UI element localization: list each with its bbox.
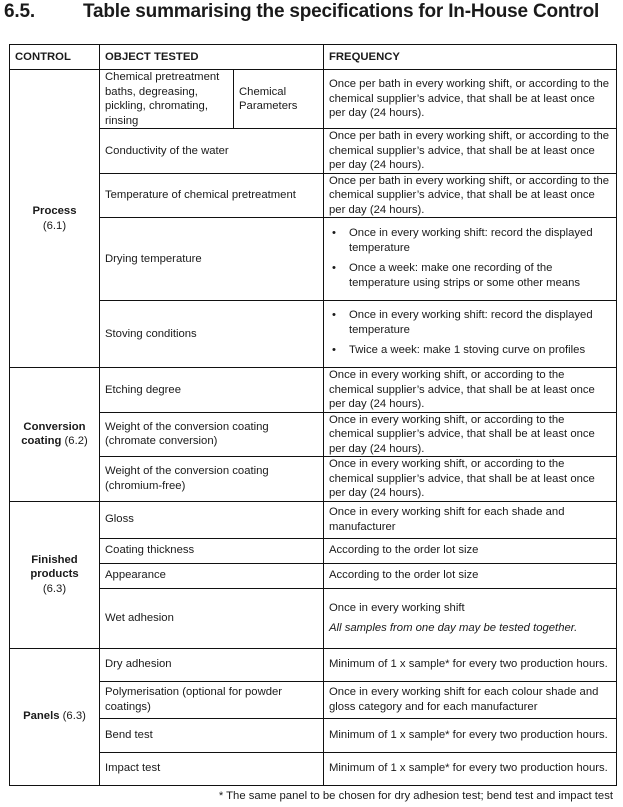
object-sub-cell: Chemical Parameters: [234, 70, 324, 129]
object-cell: Impact test: [100, 752, 324, 785]
control-cell-finished-products: [10, 501, 100, 648]
table-row: [10, 368, 617, 413]
frequency-cell: According to the order lot size: [324, 538, 617, 563]
section-title-text: Table summarising the specifications for In-House Control: [83, 1, 600, 22]
frequency-bullet-list: [329, 308, 611, 358]
object-cell: Gloss: [100, 501, 324, 538]
table-row: [10, 457, 617, 502]
frequency-text: Once in every working shift: [329, 601, 465, 614]
table-row: [10, 648, 617, 681]
control-ref: (6.3): [42, 582, 67, 595]
table-row: [10, 70, 617, 129]
table-row: [10, 218, 617, 301]
frequency-cell: Once in every working shift for each shade and manufacturer: [324, 501, 617, 538]
object-cell: Weight of the conversion coating (chromium-free): [100, 457, 324, 502]
frequency-cell: Once in every working shift for each colour shade and gloss category and for each manufacturer: [324, 681, 617, 718]
specifications-table: [9, 44, 617, 786]
object-cell: Drying temperature: [100, 218, 324, 301]
control-cell-process: [10, 70, 100, 368]
table-row: [10, 173, 617, 218]
table-row: [10, 538, 617, 563]
control-label: Process: [32, 205, 77, 217]
frequency-cell: [324, 218, 617, 301]
frequency-cell: Minimum of 1 x sample* for every two production hours.: [324, 752, 617, 785]
frequency-cell: Once per bath in every working shift, or according to the chemical supplier’s advice, that shall be at least once per day (24 hours).: [324, 173, 617, 218]
frequency-cell: Once in every working shift, or according to the chemical supplier’s advice, that shall be at least once per day (24 hours).: [324, 412, 617, 457]
control-ref: (6.2): [64, 435, 88, 448]
frequency-cell: Minimum of 1 x sample* for every two production hours.: [324, 718, 617, 752]
frequency-cell: Once in every working shift, or according to the chemical supplier’s advice, that shall be at least once per day (24 hours).: [324, 457, 617, 502]
object-cell: Temperature of chemical pretreatment: [100, 173, 324, 218]
section-title: [4, 0, 599, 30]
table-row: [10, 681, 617, 718]
object-cell: Chemical pretreatment baths, degreasing, pickling, chromating, rinsing: [100, 70, 234, 129]
bullet-item: • Twice a week: make 1 stoving curve on profiles: [349, 343, 611, 358]
object-cell: Conductivity of the water: [100, 129, 324, 174]
object-cell: Weight of the conversion coating (chromate conversion): [100, 412, 324, 457]
bullet-item: • Once in every working shift: record the displayed temperature: [349, 226, 611, 255]
footnote: * The same panel to be chosen for dry adhesion test; bend test and impact test: [218, 790, 613, 802]
control-label: Finished products: [30, 553, 79, 581]
control-ref: (6.1): [42, 219, 67, 232]
table-row: [10, 412, 617, 457]
control-label: Panels: [23, 710, 60, 723]
frequency-cell: [324, 588, 617, 648]
object-cell: Stoving conditions: [100, 301, 324, 368]
frequency-bullet-list: [329, 226, 611, 290]
frequency-cell: Minimum of 1 x sample* for every two production hours.: [324, 648, 617, 681]
bullet-item: • Once a week: make one recording of the temperature using strips or some other means: [349, 261, 611, 290]
table-row: [10, 129, 617, 174]
table-row: [10, 752, 617, 785]
frequency-cell: According to the order lot size: [324, 563, 617, 588]
header-object-tested: OBJECT TESTED: [100, 45, 324, 70]
frequency-cell: Once per bath in every working shift, or according to the chemical supplier’s advice, that shall be at least once per day (24 hours).: [324, 70, 617, 129]
object-cell: Appearance: [100, 563, 324, 588]
control-cell-panels: [10, 648, 100, 785]
frequency-cell: Once per bath in every working shift, or according to the chemical supplier’s advice, that shall be at least once per day (24 hours).: [324, 129, 617, 174]
table-header-row: [10, 45, 617, 70]
frequency-note: All samples from one day may be tested together.: [329, 622, 578, 634]
table-row: [10, 563, 617, 588]
table-row: [10, 301, 617, 368]
table-row: [10, 588, 617, 648]
control-cell-conversion-coating: [10, 368, 100, 502]
object-cell: Wet adhesion: [100, 588, 324, 648]
control-label: Conversion coating: [21, 420, 86, 448]
object-cell: Bend test: [100, 718, 324, 752]
table-row: [10, 718, 617, 752]
control-ref: (6.3): [62, 710, 86, 723]
object-cell: Etching degree: [100, 368, 324, 413]
frequency-cell: [324, 301, 617, 368]
header-control: CONTROL: [10, 45, 100, 70]
bullet-item: • Once in every working shift: record the displayed temperature: [349, 308, 611, 337]
object-cell: Coating thickness: [100, 538, 324, 563]
object-cell: Dry adhesion: [100, 648, 324, 681]
section-number: 6.5.: [4, 1, 35, 22]
object-cell: Polymerisation (optional for powder coatings): [100, 681, 324, 718]
frequency-cell: Once in every working shift, or according to the chemical supplier’s advice, that shall be at least once per day (24 hours).: [324, 368, 617, 413]
table-row: [10, 501, 617, 538]
header-frequency: FREQUENCY: [324, 45, 617, 70]
